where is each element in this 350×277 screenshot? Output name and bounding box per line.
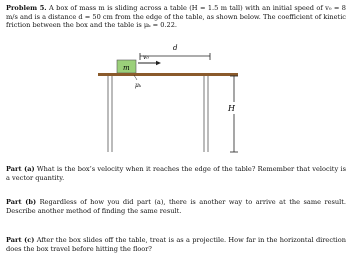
height-label: H xyxy=(228,104,235,113)
part-a xyxy=(6,165,346,182)
problem-text: A box of mass m is sliding across a table (H = 1.5 m tall) with an initial speed of v₀ = 8 m/s and is a distance d = 50 cm from the edge of the table, as shown below. The coefficient of kinetic friction between the box and the table is μₖ = 0.22. xyxy=(6,4,346,30)
part-a-label: Part (a) xyxy=(6,165,35,173)
velocity-arrowhead xyxy=(156,61,161,65)
part-c xyxy=(6,236,346,253)
mass-label: m xyxy=(123,64,130,72)
part-b-text: Regardless of how you did part (a), there is another way to arrive at the same result. Describe another method of finding the same result. xyxy=(6,198,346,215)
v0-label: v₀ xyxy=(143,54,149,61)
d-label: d xyxy=(173,44,178,52)
problem-title: Problem 5. xyxy=(6,4,47,12)
table-top xyxy=(98,73,238,76)
mu-label: μₖ xyxy=(135,82,142,89)
problem-statement xyxy=(6,4,346,30)
part-c-text: After the box slides off the table, treat is as a projectile. How far in the horizontal direction does the box travel before hitting the floor? xyxy=(6,236,346,253)
part-b-label: Part (b) xyxy=(6,198,37,206)
table-diagram xyxy=(0,40,350,160)
part-c-label: Part (c) xyxy=(6,236,35,244)
problem-figure xyxy=(0,40,350,160)
part-a-text: What is the box’s velocity when it reaches the edge of the table? Remember that velocity is a vector quantity. xyxy=(6,165,346,182)
part-b xyxy=(6,198,346,215)
